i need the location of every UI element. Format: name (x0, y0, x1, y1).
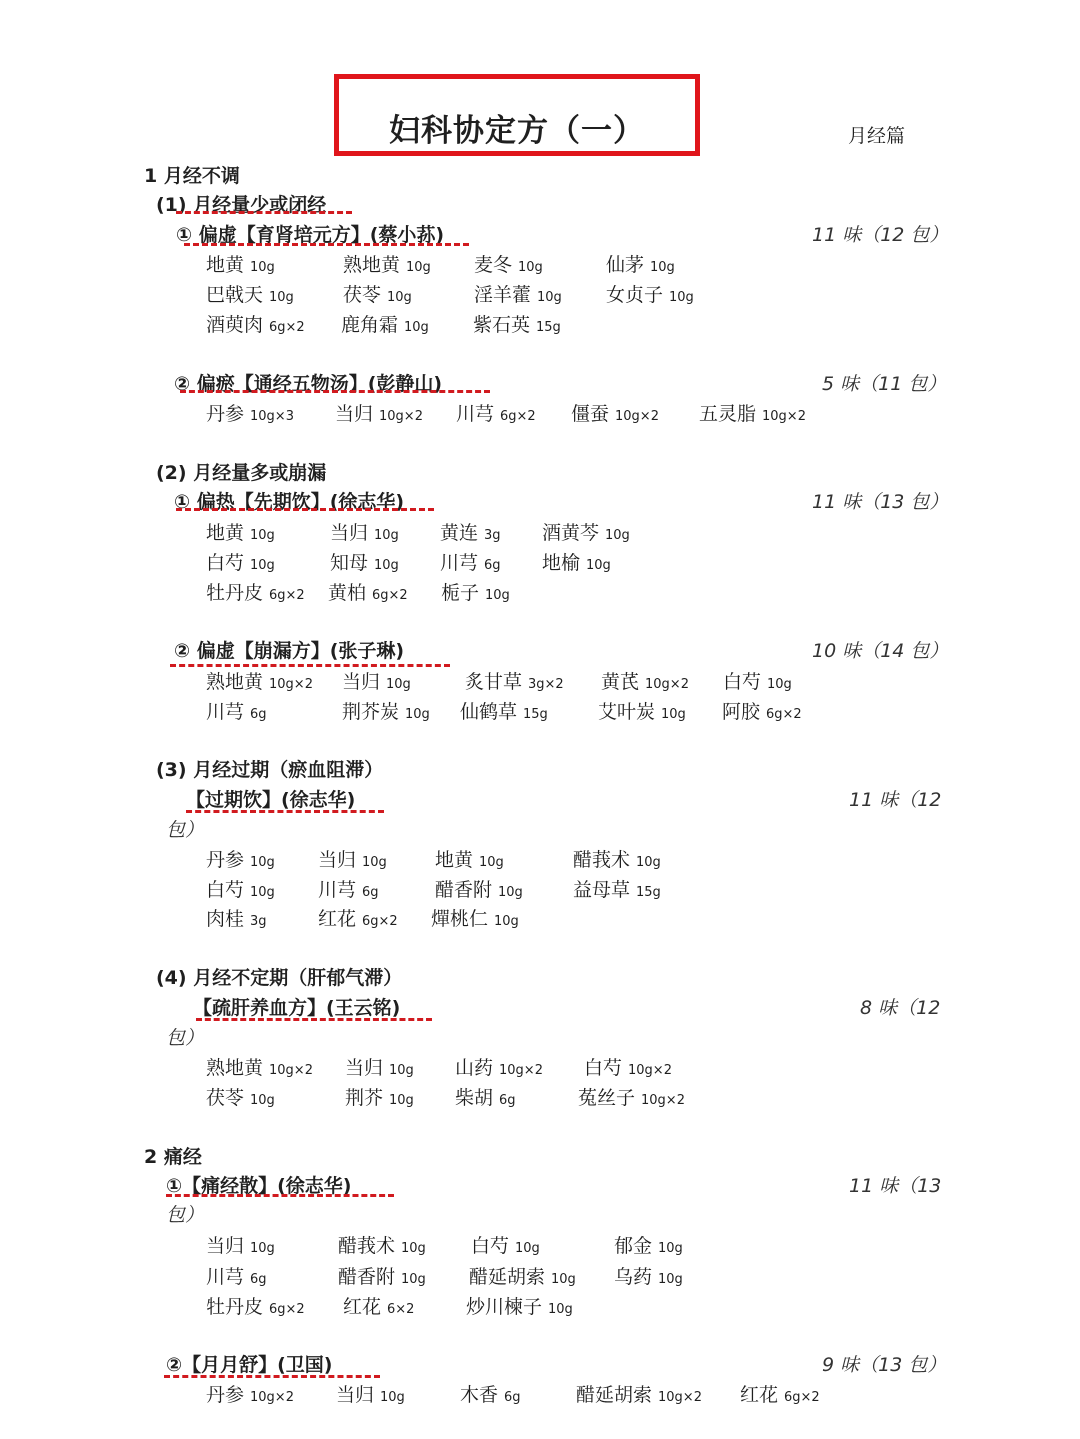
herb-count-continued: 包） (166, 819, 205, 841)
herb-item: 地榆 10g (542, 552, 611, 574)
herb-item: 丹参 10g×3 (206, 403, 294, 425)
herb-item: 熟地黄 10g (343, 254, 431, 276)
underline-mark (186, 810, 384, 813)
herb-item: 酒黄芩 10g (542, 522, 630, 544)
herb-item: 当归 10g (330, 522, 399, 544)
herb-item: 白芍 10g (471, 1235, 540, 1257)
herb-item: 白芍 10g (206, 879, 275, 901)
herb-count: 11 味（12 包） (812, 224, 949, 246)
underline-mark (176, 508, 434, 511)
herb-item: 红花 6g×2 (318, 908, 398, 930)
herb-item: 麦冬 10g (474, 254, 543, 276)
herb-item: 益母草 15g (573, 879, 661, 901)
herb-item: 当归 10g (318, 849, 387, 871)
herb-item: 川芎 6g (206, 701, 267, 723)
subsection-heading: (1) 月经量少或闭经 (156, 194, 327, 216)
herb-item: 柴胡 6g (455, 1087, 516, 1109)
herb-count: 11 味（13 (849, 1175, 942, 1197)
herb-item: 鹿角霜 10g (341, 314, 429, 336)
herb-item: 川芎 6g (440, 552, 501, 574)
title-box (334, 74, 700, 156)
herb-item: 菟丝子 10g×2 (578, 1087, 685, 1109)
herb-count: 10 味（14 包） (812, 640, 949, 662)
herb-item: 乌药 10g (614, 1266, 683, 1288)
herb-item: 牡丹皮 6g×2 (206, 1296, 305, 1318)
herb-item: 白芍 10g×2 (584, 1057, 672, 1079)
herb-count: 8 味（12 (860, 997, 941, 1019)
herb-item: 川芎 6g (206, 1266, 267, 1288)
page-title: 妇科协定方（一） (389, 113, 645, 149)
prescription-title: 【过期饮】(徐志华) (186, 789, 356, 811)
herb-item: 川芎 6g×2 (456, 403, 536, 425)
prescription-title: ② 偏虚【崩漏方】(张子琳) (174, 640, 405, 662)
herb-item: 仙鹤草 15g (460, 701, 548, 723)
herb-item: 地黄 10g (206, 522, 275, 544)
herb-item: 地黄 10g (435, 849, 504, 871)
prescription-title: 【疏肝养血方】(王云铭) (193, 997, 401, 1019)
herb-item: 熟地黄 10g×2 (206, 671, 313, 693)
herb-item: 女贞子 10g (606, 284, 694, 306)
herb-item: 五灵脂 10g×2 (699, 403, 806, 425)
subsection-heading: (4) 月经不定期（肝郁气滞） (156, 967, 403, 989)
herb-item: 红花 6g×2 (740, 1384, 820, 1406)
herb-item: 栀子 10g (441, 582, 510, 604)
prescription-title: ① 偏虚【育肾培元方】(蔡小荪) (176, 224, 445, 246)
herb-item: 淫羊藿 10g (474, 284, 562, 306)
herb-item: 茯苓 10g (206, 1087, 275, 1109)
herb-item: 知母 10g (330, 552, 399, 574)
herb-item: 燀桃仁 10g (431, 908, 519, 930)
underline-mark (180, 390, 490, 393)
herb-item: 地黄 10g (206, 254, 275, 276)
herb-count: 5 味（11 包） (822, 373, 947, 395)
subsection-heading: (3) 月经过期（瘀血阻滞） (156, 759, 384, 781)
herb-item: 醋香附 10g (338, 1266, 426, 1288)
herb-item: 紫石英 15g (473, 314, 561, 336)
herb-count: 11 味（12 (849, 789, 942, 811)
section-heading: 1 月经不调 (144, 165, 240, 187)
herb-item: 醋延胡索 10g (469, 1266, 576, 1288)
herb-item: 荆芥炭 10g (342, 701, 430, 723)
herb-item: 酒萸肉 6g×2 (206, 314, 305, 336)
herb-item: 醋莪术 10g (338, 1235, 426, 1257)
herb-item: 当归 10g (336, 1384, 405, 1406)
herb-item: 白芍 10g (206, 552, 275, 574)
herb-item: 当归 10g (342, 671, 411, 693)
herb-item: 黄芪 10g×2 (601, 671, 689, 693)
herb-item: 山药 10g×2 (455, 1057, 543, 1079)
herb-item: 肉桂 3g (206, 908, 267, 930)
herb-item: 阿胶 6g×2 (722, 701, 802, 723)
herb-item: 红花 6×2 (343, 1296, 415, 1318)
herb-item: 郁金 10g (614, 1235, 683, 1257)
herb-item: 当归 10g×2 (335, 403, 423, 425)
herb-item: 木香 6g (460, 1384, 521, 1406)
herb-item: 炒川楝子 10g (466, 1296, 573, 1318)
subsection-heading: (2) 月经量多或崩漏 (156, 462, 327, 484)
herb-item: 丹参 10g×2 (206, 1384, 294, 1406)
herb-item: 僵蚕 10g×2 (571, 403, 659, 425)
chapter-tag: 月经篇 (848, 125, 906, 147)
section-heading: 2 痛经 (144, 1146, 202, 1168)
underline-mark (166, 1194, 394, 1197)
prescription-title: ② 偏瘀【通经五物汤】(彭静山) (174, 373, 443, 395)
herb-item: 醋香附 10g (435, 879, 523, 901)
herb-item: 熟地黄 10g×2 (206, 1057, 313, 1079)
herb-item: 艾叶炭 10g (598, 701, 686, 723)
herb-item: 醋莪术 10g (573, 849, 661, 871)
prescription-title: ①【痛经散】(徐志华) (166, 1175, 352, 1197)
herb-count-continued: 包） (166, 1027, 205, 1049)
herb-item: 黄柏 6g×2 (328, 582, 408, 604)
prescription-title: ① 偏热【先期饮】(徐志华) (174, 491, 405, 513)
underline-mark (164, 1375, 380, 1378)
herb-item: 巴戟天 10g (206, 284, 294, 306)
herb-count-continued: 包） (166, 1204, 205, 1226)
herb-item: 丹参 10g (206, 849, 275, 871)
herb-item: 黄连 3g (440, 522, 501, 544)
herb-count: 11 味（13 包） (812, 491, 949, 513)
underline-mark (176, 211, 352, 214)
herb-item: 茯苓 10g (343, 284, 412, 306)
herb-item: 荆芥 10g (345, 1087, 414, 1109)
herb-item: 醋延胡索 10g×2 (576, 1384, 702, 1406)
prescription-title: ②【月月舒】(卫国) (166, 1354, 333, 1376)
herb-item: 当归 10g (206, 1235, 275, 1257)
herb-item: 川芎 6g (318, 879, 379, 901)
herb-item: 当归 10g (345, 1057, 414, 1079)
herb-item: 牡丹皮 6g×2 (206, 582, 305, 604)
herb-item: 仙茅 10g (606, 254, 675, 276)
herb-item: 白芍 10g (723, 671, 792, 693)
herb-count: 9 味（13 包） (822, 1354, 947, 1376)
underline-mark (196, 1018, 432, 1021)
herb-item: 炙甘草 3g×2 (465, 671, 564, 693)
underline-mark (184, 243, 469, 246)
